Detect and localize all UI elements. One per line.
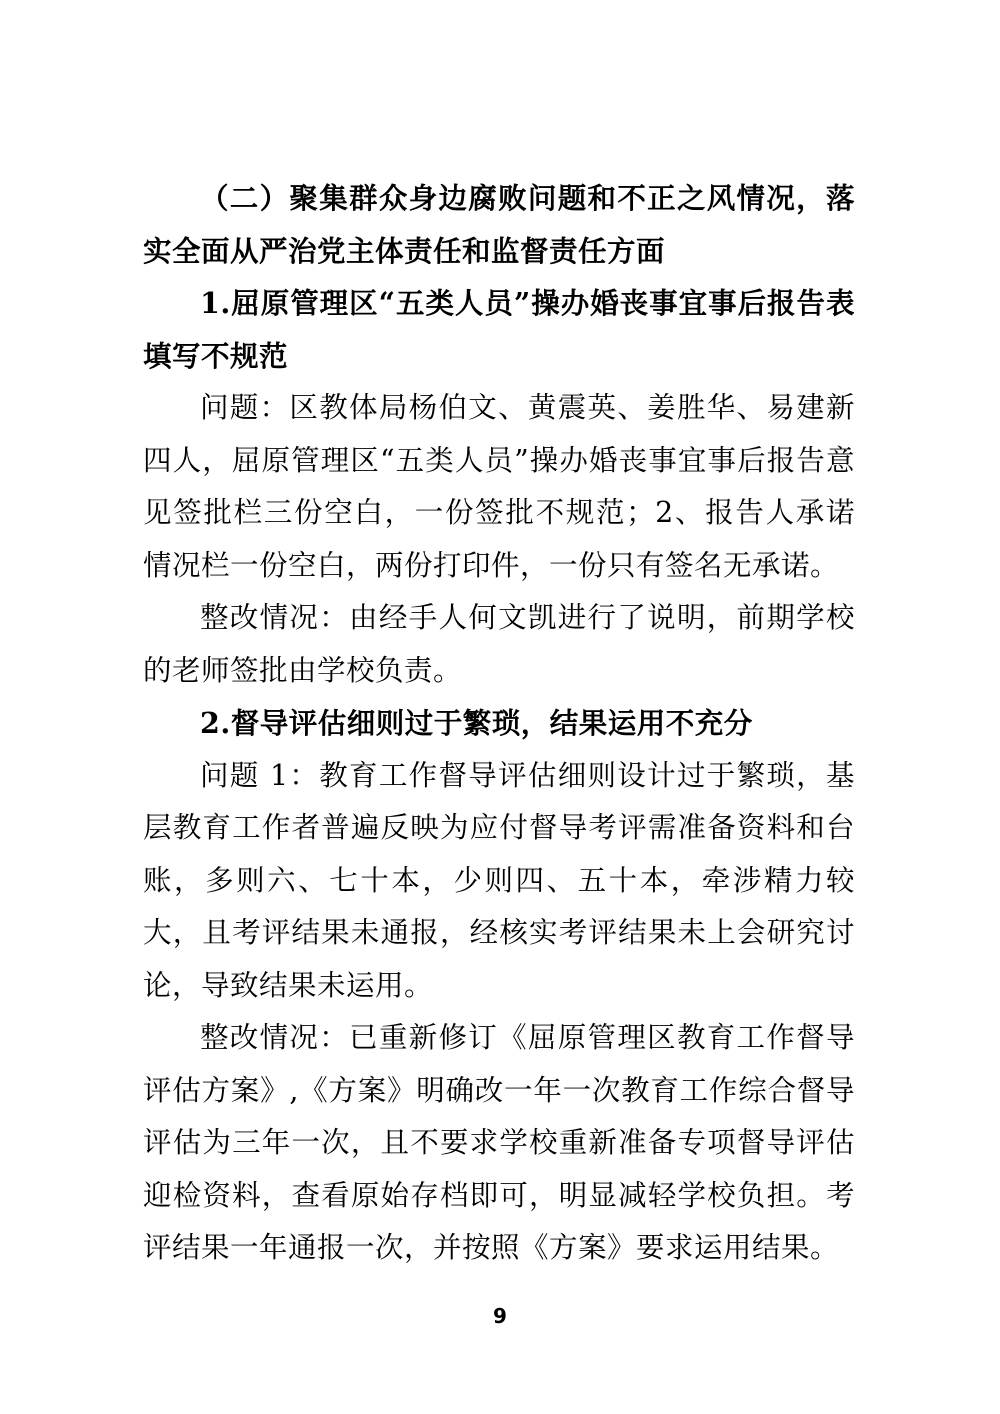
item-heading-2 (143, 697, 855, 750)
item-number: 1. (200, 286, 231, 320)
item-title: 屈原管理区“五类人员”操办婚丧事宜事后报告表填写不规范 (143, 286, 855, 373)
section-heading: （二）聚集群众身边腐败问题和不正之风情况，落实全面从严治党主体责任和监督责任方面 (143, 181, 855, 268)
rectification-paragraph: 整改情况：已重新修订《屈原管理区教育工作督导评估方案》,《方案》明确改一年一次教育工作综合督导评估为三年一次，且不要求学校重新准备专项督导评估迎检资料，查看原始存档即可，明显减轻学校负担。考评结果一年通报一次，并按照《方案》要求运用结果。 (143, 1021, 855, 1264)
item-title: 督导评估细则过于繁琐，结果运用不充分 (230, 706, 753, 740)
item-number: 2. (200, 706, 231, 740)
page-number: 9 (493, 1304, 507, 1328)
problem-paragraph: 问题 1：教育工作督导评估细则设计过于繁琐，基层教育工作者普遍反映为应付督导考评需准备资料和台账，多则六、七十本，少则四、五十本，牵涉精力较大，且考评结果未通报，经核实考评结果未上会研究讨论，导致结果未运用。 (143, 758, 855, 1002)
document-body (143, 172, 855, 1275)
problem-paragraph: 问题：区教体局杨伯文、黄震英、姜胜华、易建新四人，屈原管理区“五类人员”操办婚丧事宜事后报告意见签批栏三份空白，一份签批不规范；2、报告人承诺情况栏一份空白，两份打印件，一份只有签名无承诺。 (143, 391, 855, 582)
rectification-paragraph: 整改情况：由经手人何文凯进行了说明，前期学校的老师签批由学校负责。 (143, 601, 855, 687)
item-heading-1 (143, 277, 855, 382)
